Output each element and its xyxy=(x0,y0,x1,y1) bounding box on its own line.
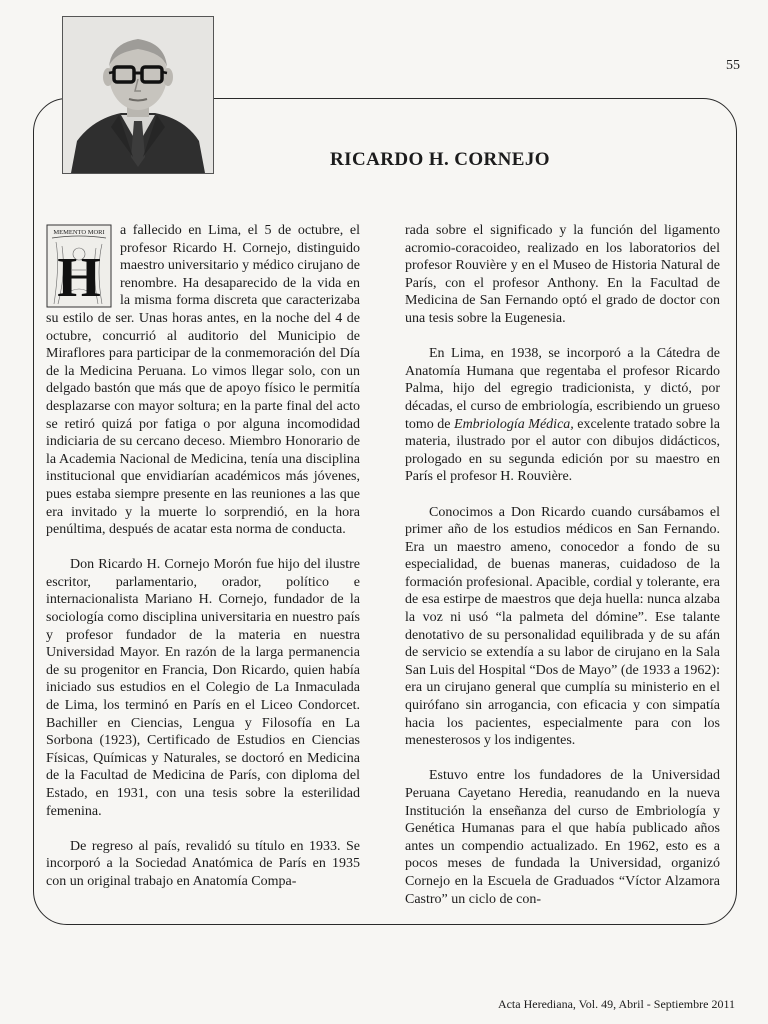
paragraph-1: MEMENTO MORI H a fallecido en Lima, el 5 de octubre, el profesor Ricardo H. Cornejo, distinguido maestro universitario y médico cirujano de renombre. Ha desaparecido de la vida en la misma forma discreta que caracterizaba su estilo de ser. Unas horas antes, en la noche del 4 de octubre, concurrió al auditorio del Municipio de Miraflores para participar de la conmemoración del Día de la Medicina Peruana. Lo vimos llegar solo, con un delgado bastón que más que de apoyo físico le permitía desplazarse con mayor soltura; en la parte final del acto se retiró quizá por fatiga o por alguna incomodidad indiciaria de su cercano deceso. Miembro Honorario de la Academia Nacional de Medicina, tenía una disciplina institucional que envidiarían académicos más jóvenes, pues estaba siempre presente en las reuniones a las que era invitado y la muerte lo sorprendió, en la hora penúltima, después de acatar esta norma de conducta. xyxy=(46,223,360,538)
left-column xyxy=(46,222,360,891)
portrait-photo xyxy=(62,16,214,174)
paragraph-3: De regreso al país, revalidó su título en 1933. Se incorporó a la Sociedad Anatómica de París en 1935 con un original trabajo en Anatomía Compa- xyxy=(46,838,360,889)
page-number: 55 xyxy=(726,58,740,73)
paragraph-cayetano: Estuvo entre los fundadores de la Universidad Peruana Cayetano Heredia, reanudando en la nueva Institución la enseñanza del curso de Embriología y Genética Humanas para el que había publicado años antes un compendio actualizado. En 1962, esto es a pocos meses de fundada la Universidad, organizó Cornejo en la Escuela de Graduados “Víctor Alzamora Castro” un ciclo de con- xyxy=(405,768,720,907)
decorative-initial-h xyxy=(46,224,112,308)
paragraph-maestro: Conocimos a Don Ricardo cuando cursábamos el primer año de los estudios médicos en San Fernando. Era un maestro ameno, conocedor a fondo de su especialidad, de buenas maneras, cuidadoso de la formación profesional. Apacible, cordial y tolerante, era de esa estirpe de maestros que deja huella: nunca alzaba la voz ni usó “la palmeta del dómine”. Ese talante denotativo de su personalidad equilibrada y de su afán de servicio se extendía a su labor de cirujano en la Sala San Luis del Hospital “Dos de Mayo” (de 1933 a 1962): era un cirujano general que cumplía su ministerio en el quirófano sin arrogancia, con eficacia y con simpatía hacia los pacientes, especialmente para con los menesterosos y los indigentes. xyxy=(405,504,720,749)
paragraph-2: Don Ricardo H. Cornejo Morón fue hijo del ilustre escritor, parlamentario, orador, político e internacionalista Mariano H. Cornejo, fundador de la sociología como disciplina universitaria en nuestro país y profesor fundador de la materia en nuestra Universidad Mayor. En razón de la larga permanencia de su progenitor en Francia, Don Ricardo, quien había iniciado sus estudios en el Colegio de La Inmaculada de Lima, los terminó en París en el Liceo Condorcet. Bachiller en Ciencias, Lengua y Filosofía en La Sorbona (1923), Certificado de Estudios en Ciencias Físicas, Químicas y Naturales, se doctoró en Medicina de la Facultad de Medicina de París, con diploma del Estado, en 1931, con una tesis sobre la esterilidad femenina. xyxy=(46,557,360,819)
dropcap-caption: MEMENTO MORI xyxy=(53,229,105,236)
book-title: Embriología Médica, xyxy=(454,416,574,432)
right-column xyxy=(405,222,720,908)
journal-footer: Acta Herediana, Vol. 49, Abril - Septiembre 2011 xyxy=(497,997,735,1011)
paragraph-lima-1938: En Lima, en 1938, se incorporó a la Cátedra de Anatomía Humana que regentaba el profesor Ricardo Palma, hijo del egregio tradicionista, y dictó, por décadas, el curso de embriología, escribiendo un grueso tomo de Embriología Médica, excelente tratado sobre la materia, ilustrado por el autor con dibujos didácticos, prologado en su segunda edición por su maestro en París el profesor H. Rouvière. xyxy=(405,346,720,485)
paragraph-continued: rada sobre el significado y la función del ligamento acromio-coracoideo, realizado en los laboratorios del profesor Rouvière y en el Museo de Historia Natural de París, con el profesor Anthony. En la Facultad de Medicina de San Fernando optó el grado de doctor con una tesis sobre la Eugenesia. xyxy=(405,223,720,326)
dropcap-letter: H xyxy=(57,247,101,308)
article-title: RICARDO H. CORNEJO xyxy=(330,149,550,170)
